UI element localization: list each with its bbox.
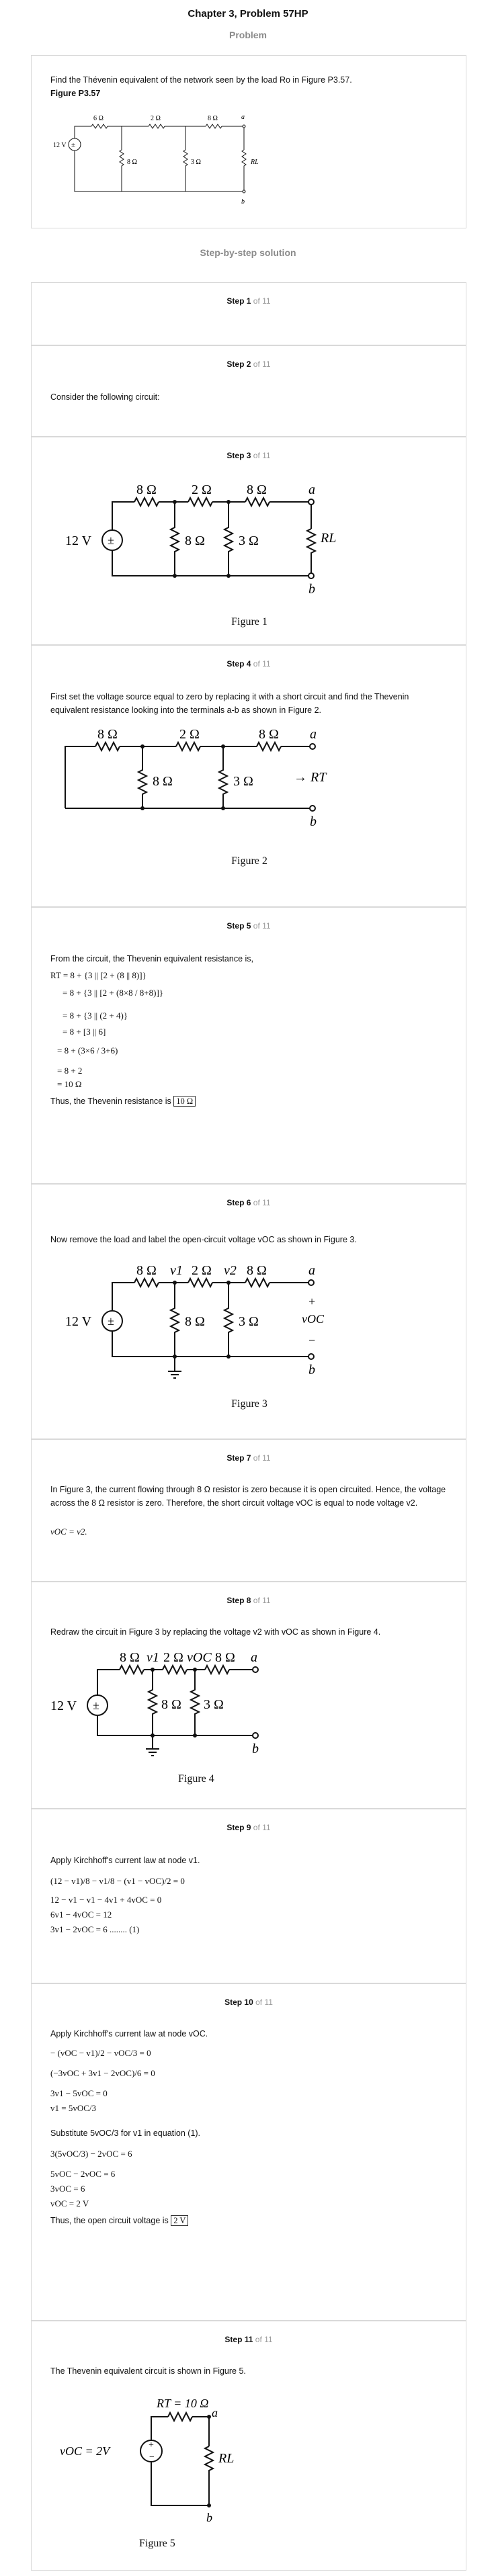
f2-a: a <box>310 727 317 742</box>
step-10-eq-1: (−3vOC + 3v1 − 2vOC)/6 = 0 <box>50 2068 155 2078</box>
step-11-card <box>31 2321 466 2571</box>
page-title: Chapter 3, Problem 57HP <box>188 8 308 19</box>
step-5-eq-3: = 8 + [3 || 6] <box>63 1027 106 1037</box>
f1-rl: RL <box>321 531 337 546</box>
figure-4-caption: Figure 4 <box>178 1773 214 1785</box>
f4-r4: 8 Ω <box>161 1697 181 1712</box>
svg-text:±: ± <box>108 1314 114 1328</box>
f3-b: b <box>308 1363 315 1377</box>
step-11-heading: Step 11 of 11 <box>224 2335 273 2344</box>
f3-a: a <box>308 1263 315 1278</box>
step-10-eq2-1: 5vOC − 2vOC = 6 <box>50 2169 116 2179</box>
f4-src: 12 V <box>50 1699 77 1713</box>
f1-r5: 3 Ω <box>239 533 259 548</box>
step-5-eq-4: = 8 + (3×6 / 3+6) <box>57 1045 118 1056</box>
figure-2-caption: Figure 2 <box>231 855 267 867</box>
figure-5-caption: Figure 5 <box>139 2538 175 2549</box>
f3-v1: v1 <box>170 1263 183 1278</box>
figure-5-circuit <box>50 2387 252 2535</box>
step-2-heading: Step 2 of 11 <box>226 359 271 369</box>
p-r4: 8 Ω <box>127 159 137 166</box>
f3-minus: − <box>308 1334 316 1347</box>
step-3-heading: Step 3 of 11 <box>226 451 271 460</box>
figure-label: Figure P3.57 <box>50 89 101 98</box>
step-4-text: First set the voltage source equal to zero by replacing it with a short circuit and find the Thevenin equivalent resistance looking into the terminals a-b as shown in Figure 2. <box>50 692 409 715</box>
figure-2-circuit <box>45 720 421 854</box>
step-2-text: Consider the following circuit: <box>50 392 160 402</box>
f3-r5: 3 Ω <box>239 1314 259 1329</box>
f2-r1: 8 Ω <box>97 727 118 742</box>
step-10-heading: Step 10 of 11 <box>224 1998 273 2007</box>
svg-text:±: ± <box>93 1699 99 1712</box>
step-10-substitute: Substitute 5vOC/3 for v1 in equation (1). <box>50 2129 201 2138</box>
f4-r2: 2 Ω <box>163 1650 183 1665</box>
step-9-eq-0: (12 − v1)/8 − v1/8 − (v1 − vOC)/2 = 0 <box>50 1876 185 1886</box>
figure-3-circuit <box>50 1256 400 1397</box>
step-8-text: Redraw the circuit in Figure 3 by replacing the voltage v2 with vOC as shown in Figure 4. <box>50 1627 381 1637</box>
problem-label: Problem <box>229 30 267 40</box>
f1-a: a <box>308 482 315 497</box>
f2-rt: → RT <box>294 770 327 785</box>
step-3-card <box>31 437 466 645</box>
step-6-text: Now remove the load and label the open-circuit voltage vOC as shown in Figure 3. <box>50 1235 357 1244</box>
figure-1-circuit <box>50 475 400 616</box>
step-10-eq2-2: 3vOC = 6 <box>50 2184 85 2194</box>
step-4-card <box>31 645 466 907</box>
step-1-heading: Step 1 of 11 <box>226 296 271 306</box>
f1-b: b <box>308 582 315 597</box>
step-10-eq-2: 3v1 − 5vOC = 0 <box>50 2088 108 2098</box>
f2-r4: 8 Ω <box>153 774 173 789</box>
step-5-eq-5: = 8 + 2 <box>57 1066 83 1076</box>
f3-plus: + <box>308 1295 316 1308</box>
problem-text: Find the Thévenin equivalent of the network seen by the load Ro in Figure P3.57. <box>50 75 352 85</box>
f1-src: 12 V <box>65 533 92 548</box>
step-9-eq-1: 12 − v1 − v1 − 4v1 + 4vOC = 0 <box>50 1895 162 1905</box>
f3-voc: vOC <box>302 1312 324 1326</box>
step-10-eq-3: v1 = 5vOC/3 <box>50 2103 97 2113</box>
figure-3-caption: Figure 3 <box>231 1398 267 1410</box>
step-5-heading: Step 5 of 11 <box>226 921 271 931</box>
step-9-text: Apply Kirchhoff's current law at node v1. <box>50 1856 200 1865</box>
f4-v1: v1 <box>147 1650 159 1665</box>
problem-card <box>31 55 466 228</box>
f1-r3: 8 Ω <box>247 482 267 497</box>
step-5-card <box>31 907 466 1184</box>
step-7-eq: vOC = v2. <box>50 1527 87 1537</box>
f2-r5: 3 Ω <box>233 774 253 789</box>
svg-text:±: ± <box>71 141 76 149</box>
step-2-card <box>31 345 466 437</box>
f2-r3: 8 Ω <box>259 727 279 742</box>
p-r2: 2 Ω <box>151 115 161 122</box>
step-8-heading: Step 8 of 11 <box>226 1596 271 1605</box>
figure-1-caption: Figure 1 <box>231 616 267 628</box>
f2-b: b <box>310 814 317 829</box>
f5-voc: vOC = 2V <box>60 2444 110 2458</box>
f3-r3: 8 Ω <box>247 1263 267 1278</box>
step-9-eq-2: 6v1 − 4vOC = 12 <box>50 1909 112 1920</box>
step-10-result: 2 V <box>171 2215 188 2226</box>
p-a: a <box>241 114 245 121</box>
f5-rl: RL <box>218 2451 235 2466</box>
step-5-eq-1: = 8 + {3 || [2 + (8×8 / 8+8)]} <box>63 988 164 998</box>
p-r1: 6 Ω <box>93 115 104 122</box>
f1-r2: 2 Ω <box>192 482 212 497</box>
step-11-text: The Thevenin equivalent circuit is shown in Figure 5. <box>50 2366 246 2376</box>
f5-rt: RT = 10 Ω <box>157 2397 209 2410</box>
step-5-result: 10 Ω <box>173 1096 196 1107</box>
step-4-heading: Step 4 of 11 <box>226 659 271 669</box>
p-r5: 3 Ω <box>191 159 201 166</box>
step-7-heading: Step 7 of 11 <box>226 1453 271 1463</box>
f4-r3: 8 Ω <box>215 1650 235 1665</box>
step-6-card <box>31 1184 466 1439</box>
f1-r1: 8 Ω <box>136 482 157 497</box>
f3-r4: 8 Ω <box>185 1314 205 1329</box>
step-10-eq2-3: vOC = 2 V <box>50 2198 89 2208</box>
f5-a: a <box>212 2406 218 2419</box>
p-r3: 8 Ω <box>208 115 218 122</box>
step-10-eq-0: − (vOC − v1)/2 − vOC/3 = 0 <box>50 2048 151 2058</box>
f3-r2: 2 Ω <box>192 1263 212 1278</box>
f4-voc: vOC <box>187 1650 212 1665</box>
step-10-eq2-0: 3(5vOC/3) − 2vOC = 6 <box>50 2149 132 2159</box>
step-8-card <box>31 1582 466 1809</box>
f3-v2: v2 <box>224 1263 237 1278</box>
step-5-eq-2: = 8 + {3 || (2 + 4)} <box>63 1011 128 1021</box>
f5-b: b <box>206 2511 212 2524</box>
solution-label: Step-by-step solution <box>200 247 296 258</box>
p-src: 12 V <box>53 142 67 149</box>
p-rl: RL <box>251 159 259 166</box>
step-9-heading: Step 9 of 11 <box>226 1823 271 1832</box>
f5-minus: − <box>149 2452 155 2462</box>
step-10-card <box>31 1983 466 2321</box>
step-6-heading: Step 6 of 11 <box>226 1198 271 1207</box>
f4-r5: 3 Ω <box>204 1697 224 1712</box>
figure-p3-57 <box>48 108 263 209</box>
step-10-conclusion: Thus, the open circuit voltage is 2 V <box>50 2214 447 2227</box>
step-5-eq-0: RT = 8 + {3 || [2 + (8 || 8)]} <box>50 970 147 980</box>
step-1-card <box>31 282 466 345</box>
step-5-eq-6: = 10 Ω <box>57 1079 82 1089</box>
step-7-card <box>31 1439 466 1582</box>
p-b: b <box>241 198 245 206</box>
step-9-card <box>31 1809 466 1983</box>
f4-b: b <box>252 1742 259 1756</box>
f1-r4: 8 Ω <box>185 533 205 548</box>
figure-4-circuit <box>50 1641 346 1776</box>
f2-r2: 2 Ω <box>179 727 200 742</box>
f4-r1: 8 Ω <box>120 1650 140 1665</box>
f4-a: a <box>251 1650 257 1665</box>
step-5-conclusion: Thus, the Thevenin resistance is 10 Ω <box>50 1094 447 1108</box>
svg-text:±: ± <box>108 533 114 547</box>
f5-plus: + <box>149 2440 154 2450</box>
f3-r1: 8 Ω <box>136 1263 157 1278</box>
step-5-text: From the circuit, the Thevenin equivalent resistance is, <box>50 954 253 963</box>
step-9-eq-3: 3v1 − 2vOC = 6 ........ (1) <box>50 1924 140 1934</box>
f3-src: 12 V <box>65 1314 92 1329</box>
step-10-text: Apply Kirchhoff's current law at node vOC. <box>50 2029 208 2038</box>
step-7-text: In Figure 3, the current flowing through 8 Ω resistor is zero because it is open circuited. Hence, the voltage across the 8 Ω resistor is zero. Therefore, the short circuit voltage vOC is equal to node voltage v2. <box>50 1485 446 1508</box>
